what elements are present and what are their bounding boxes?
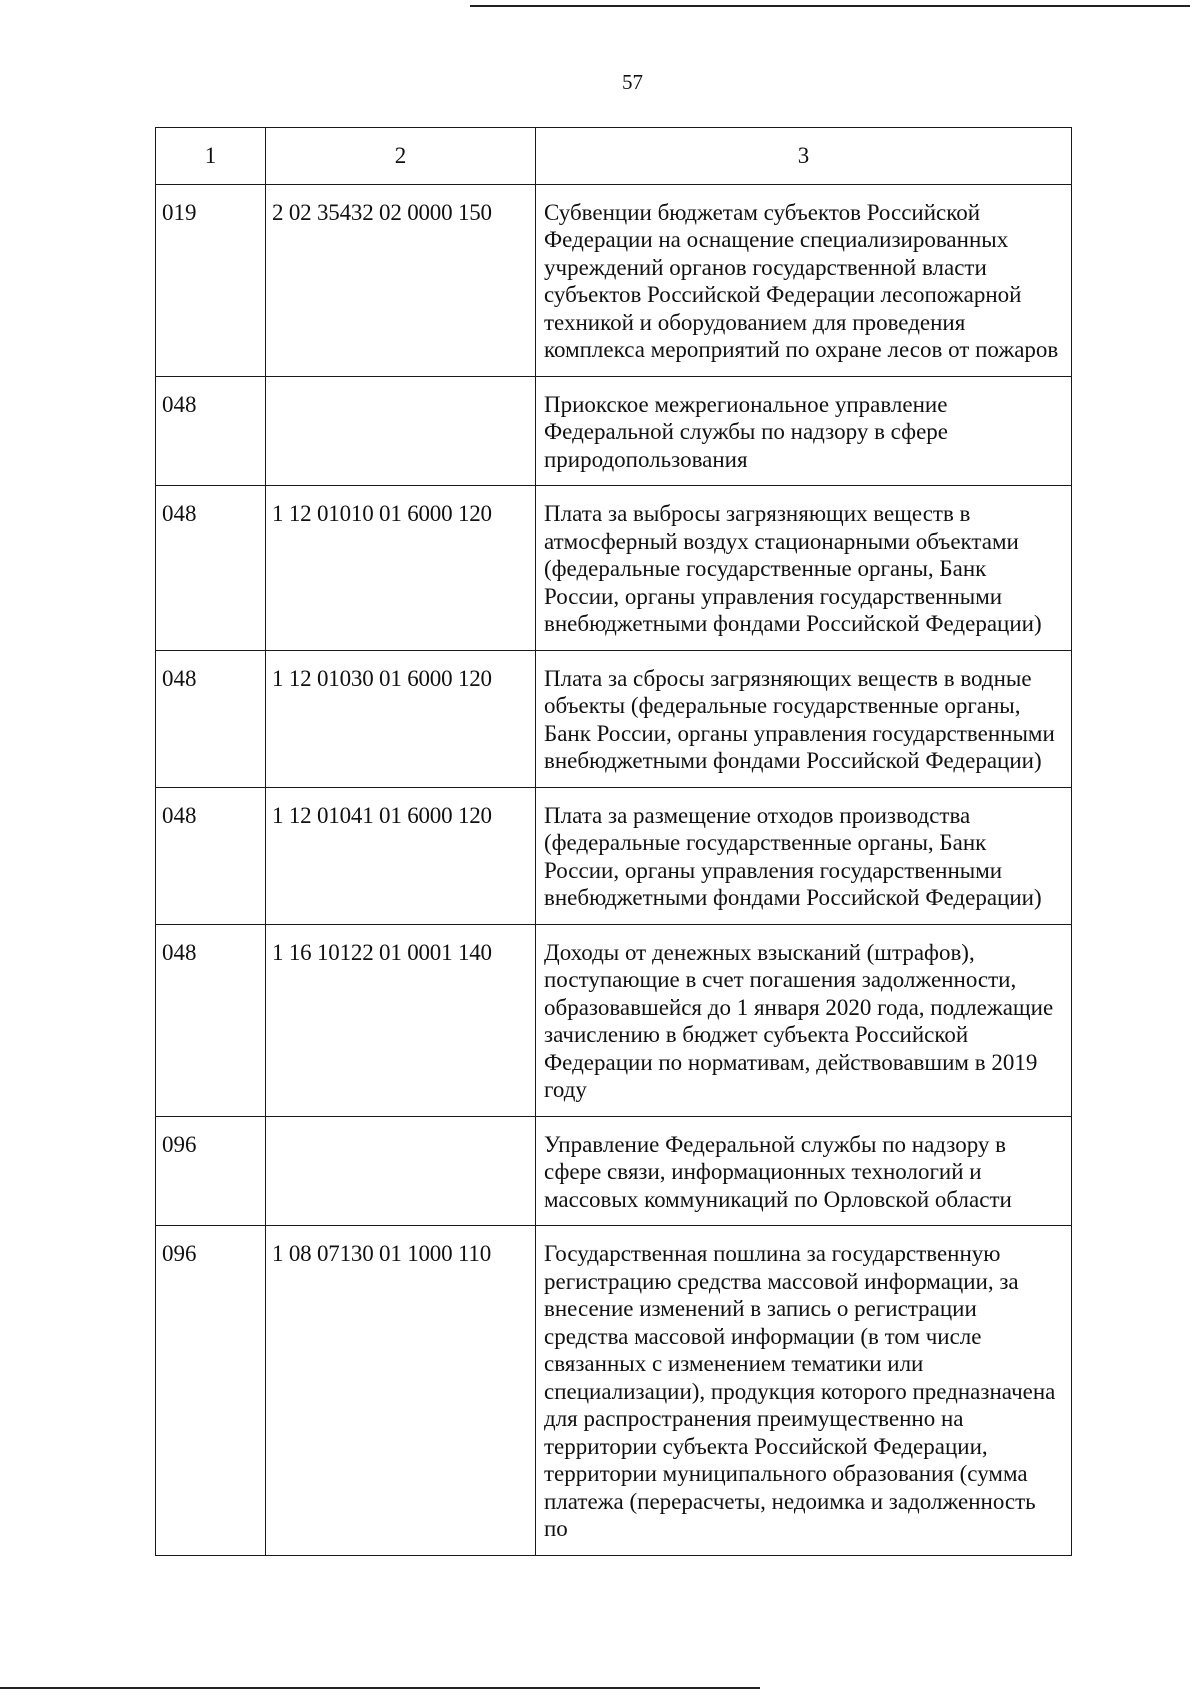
table-row: [156, 787, 1072, 924]
budget-code-cell: 1 08 07130 01 1000 110: [266, 1226, 536, 1556]
description-cell: Управление Федеральной службы по надзору в сфере связи, информационных технологий и массовых коммуникаций по Орловской области: [536, 1116, 1072, 1226]
scan-edge-bottom: [0, 1687, 760, 1689]
description-cell: Приокское межрегиональное управление Федеральной службы по надзору в сфере природопользования: [536, 376, 1072, 486]
table-row: [156, 486, 1072, 651]
admin-code-cell: 096: [156, 1226, 266, 1556]
revenue-codes-table: [155, 127, 1072, 1556]
admin-code-cell: 096: [156, 1116, 266, 1226]
page-number: 57: [622, 70, 643, 94]
description-cell: Доходы от денежных взысканий (штрафов), поступающие в счет погашения задолженности, образовавшейся до 1 января 2020 года, подлежащие зачислению в бюджет субъекта Российской Федерации по нормативам, действовавшим в 2019 году: [536, 924, 1072, 1116]
description-cell: Плата за сбросы загрязняющих веществ в водные объекты (федеральные государственные органы, Банк России, органы управления государственными внебюджетными фондами Российской Федерации): [536, 650, 1072, 787]
admin-code-cell: 048: [156, 787, 266, 924]
budget-code-cell: 2 02 35432 02 0000 150: [266, 184, 536, 376]
admin-code-cell: 048: [156, 650, 266, 787]
admin-code-cell: 019: [156, 184, 266, 376]
description-cell: Плата за размещение отходов производства (федеральные государственные органы, Банк России, органы управления государственными внебюджетными фондами Российской Федерации): [536, 787, 1072, 924]
table-row: [156, 376, 1072, 486]
table-row: [156, 650, 1072, 787]
description-cell: Субвенции бюджетам субъектов Российской Федерации на оснащение специализированных учреждений органов государственной власти субъектов Российской Федерации лесопожарной техникой и оборудованием для проведения комплекса мероприятий по охране лесов от пожаров: [536, 184, 1072, 376]
table-row: [156, 924, 1072, 1116]
table-row: [156, 1116, 1072, 1226]
admin-code-cell: 048: [156, 924, 266, 1116]
table-row: [156, 1226, 1072, 1556]
budget-code-cell: 1 12 01010 01 6000 120: [266, 486, 536, 651]
scan-edge-top: [470, 5, 1190, 7]
description-cell: Государственная пошлина за государственную регистрацию средства массовой информации, за внесение изменений в запись о регистрации средства массовой информации (в том числе связанных с изменением тематики или специализации), продукция которого предназначена для распространения преимущественно на территории субъекта Российской Федерации, территории муниципального образования (сумма платежа (перерасчеты, недоимка и задолженность по: [536, 1226, 1072, 1556]
header-col-3: 3: [536, 128, 1072, 185]
budget-code-cell: 1 16 10122 01 0001 140: [266, 924, 536, 1116]
budget-code-cell: [266, 376, 536, 486]
admin-code-cell: 048: [156, 376, 266, 486]
description-cell: Плата за выбросы загрязняющих веществ в атмосферный воздух стационарными объектами (федеральные государственные органы, Банк России, органы управления государственными внебюджетными фондами Российской Федерации): [536, 486, 1072, 651]
header-col-1: 1: [156, 128, 266, 185]
table-row: [156, 184, 1072, 376]
budget-code-cell: [266, 1116, 536, 1226]
header-col-2: 2: [266, 128, 536, 185]
admin-code-cell: 048: [156, 486, 266, 651]
budget-code-cell: 1 12 01030 01 6000 120: [266, 650, 536, 787]
budget-code-cell: 1 12 01041 01 6000 120: [266, 787, 536, 924]
table-header-row: [156, 128, 1072, 185]
